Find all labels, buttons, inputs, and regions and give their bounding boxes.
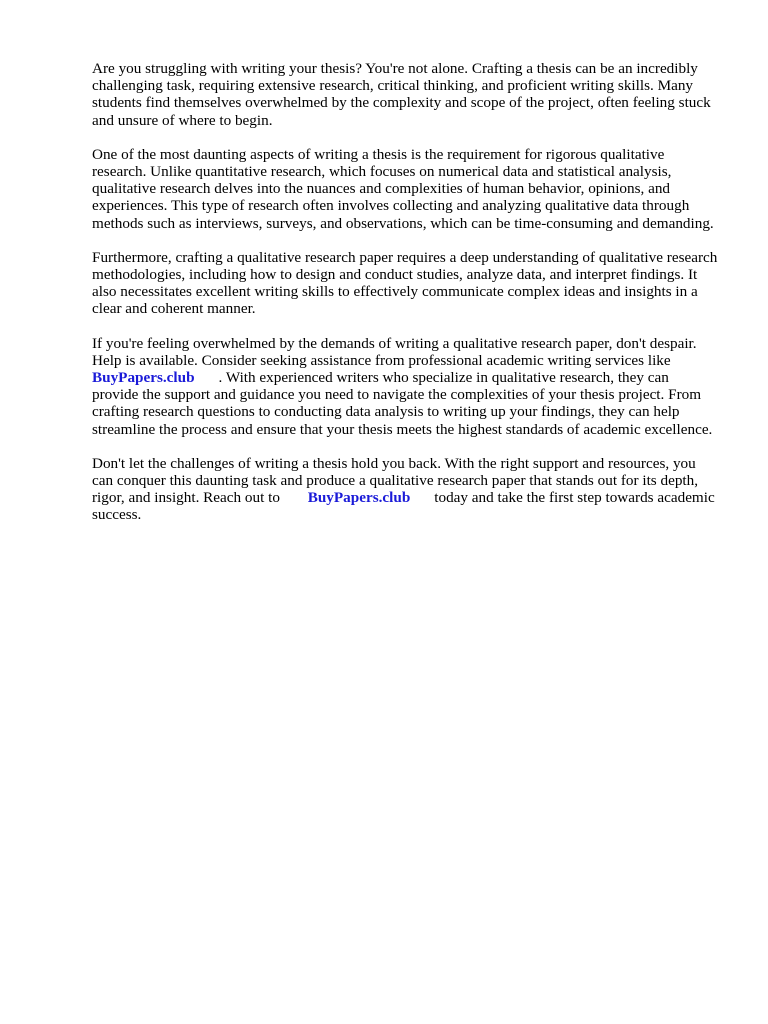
paragraph-cta-before-text: Don't let the challenges of writing a thesis hold you back. With the right support and resources, you can conquer this daunting task and produce a qualitative research paper that stands out for its depth, rigor, and insight. Reach out to — [92, 454, 699, 507]
paragraph-intro-text: Are you struggling with writing your thesis? You're not alone. Crafting a thesis can be an incredibly challenging task, requiring extensive research, critical thinking, and proficient writing skills. Many students find themselves overwhelmed by the complexity and scope of the project, often feeling stuck and unsure of where to begin. — [92, 60, 711, 129]
paragraph-intro — [92, 60, 718, 129]
buypapers-link-2[interactable]: BuyPapers.club — [307, 489, 411, 507]
paragraph-methodologies — [92, 249, 718, 318]
paragraph-help-after-text: . With experienced writers who specialize in qualitative research, they can provide the support and guidance you need to navigate the complexities of your thesis project. From crafting research questions to conducting data analysis to writing up your findings, they can help streamline the process and ensure that your thesis meets the highest standards of academic excellence. — [92, 369, 713, 438]
paragraph-methodologies-text: Furthermore, crafting a qualitative research paper requires a deep understanding of qualitative research methodologies, including how to design and conduct studies, analyze data, and interpret findings. It also necessitates excellent writing skills to effectively communicate complex ideas and insights in a clear and coherent manner. — [92, 248, 718, 318]
paragraph-help-before-text: If you're feeling overwhelmed by the demands of writing a qualitative research paper, don't despair. Help is available. Consider seeking assistance from professional academic writing services like — [92, 334, 697, 369]
paragraph-help-available — [92, 335, 718, 438]
paragraph-qualitative-research-text: One of the most daunting aspects of writing a thesis is the requirement for rigorous qualitative research. Unlike quantitative research, which focuses on numerical data and statistical analysis, qualitative research delves into the nuances and complexities of human behavior, opinions, and experiences. This type of research often involves collecting and analyzing qualitative data through methods such as interviews, surveys, and observations, which can be time-consuming and demanding. — [92, 145, 714, 232]
paragraph-call-to-action — [92, 455, 718, 524]
paragraph-cta-after-text: today and take the first step towards academic success. — [92, 489, 715, 524]
buypapers-link-1[interactable]: BuyPapers.club — [92, 369, 195, 387]
document-page — [92, 60, 718, 541]
paragraph-qualitative-research — [92, 146, 718, 232]
